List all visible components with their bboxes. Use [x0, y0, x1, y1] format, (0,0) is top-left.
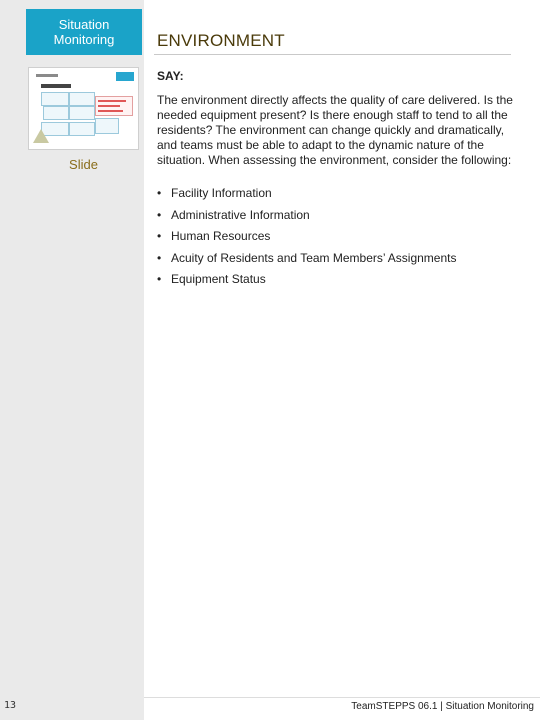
thumbnail-box	[95, 118, 119, 134]
section-tab-label: Situation Monitoring	[53, 17, 115, 47]
consideration-list	[157, 186, 517, 294]
list-item-label: Administrative Information	[171, 207, 310, 222]
list-item-label: Acuity of Residents and Team Members’ Assignments	[171, 250, 457, 265]
thumbnail-box	[41, 92, 69, 106]
list-item-label: Human Resources	[171, 229, 271, 243]
thumbnail-box	[43, 106, 69, 120]
footer-divider	[144, 697, 540, 698]
bullet-icon: •	[157, 250, 162, 265]
list-item	[157, 229, 517, 251]
teamstepps-logo-icon	[33, 129, 49, 143]
bullet-icon: •	[157, 207, 162, 222]
bullet-icon: •	[157, 272, 162, 286]
slide-thumbnail	[28, 67, 139, 150]
footer-text: TeamSTEPPS 06.1 | Situation Monitoring	[351, 701, 534, 712]
list-item	[157, 272, 517, 294]
thumbnail-line	[98, 100, 126, 102]
list-item-label: Facility Information	[171, 186, 272, 200]
thumbnail-box	[69, 106, 95, 120]
thumbnail-badge	[116, 72, 134, 81]
body-paragraph: The environment directly affects the quality of care delivered. Is the needed equipment present? Is there enough staff to tend to all the residents? The environment can change quickly and dramatically, and teams must be able to adapt to the dynamic nature of the situation. When assessing the environment, consider the following:	[157, 93, 513, 167]
sidebar	[0, 0, 144, 720]
thumbnail-line	[98, 105, 120, 107]
thumbnail-header	[36, 74, 58, 77]
page-title: ENVIRONMENT	[157, 31, 285, 50]
thumbnail-box	[69, 122, 95, 136]
list-item	[157, 208, 517, 230]
list-item	[157, 251, 517, 273]
page-number: 13	[4, 700, 17, 711]
section-tab	[26, 9, 142, 55]
say-label: SAY:	[157, 69, 184, 83]
bullet-icon: •	[157, 186, 162, 200]
bullet-icon: •	[157, 229, 162, 243]
list-item	[157, 186, 517, 208]
thumbnail-title	[41, 84, 71, 88]
thumbnail-box	[69, 92, 95, 106]
list-item-label: Equipment Status	[171, 272, 266, 286]
heading-divider	[154, 54, 511, 55]
slide-label: Slide	[69, 157, 98, 172]
thumbnail-line	[98, 110, 123, 112]
